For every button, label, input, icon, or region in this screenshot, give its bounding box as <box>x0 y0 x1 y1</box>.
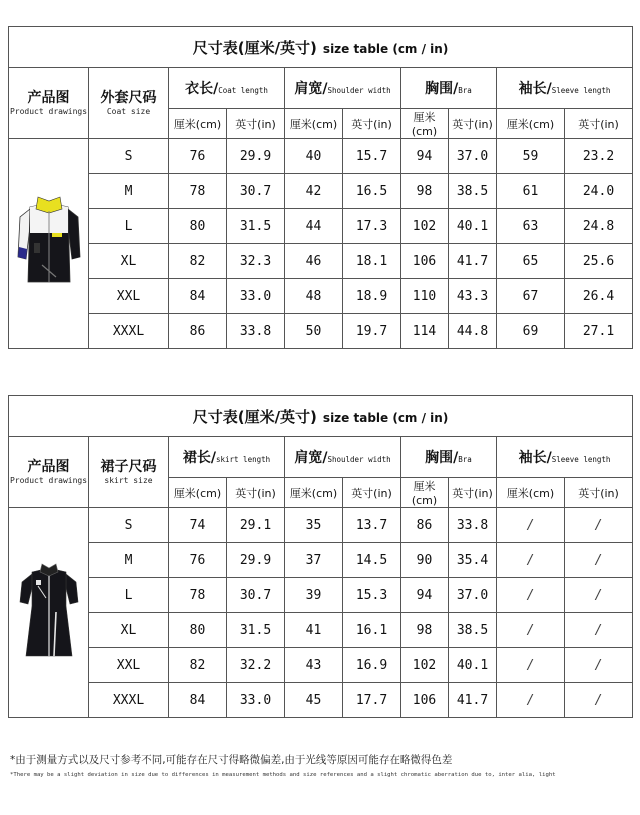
footnote-chinese: *由于测量方式以及尺寸参考不同,可能存在尺寸得略微偏差,由于光线等原因可能存在略微得色差 <box>10 754 453 766</box>
sleeve-length-header <box>497 68 633 109</box>
bust-header <box>401 437 497 478</box>
table-cell: 48 <box>285 279 343 314</box>
table-cell: 15.7 <box>343 139 401 174</box>
coat-size-table <box>8 26 633 349</box>
table-cell: Shoulder width <box>327 455 391 464</box>
table-cell: 98 <box>401 613 449 648</box>
table-cell: 24.8 <box>565 209 633 244</box>
table-cell: 38.5 <box>449 613 497 648</box>
table-cell: 106 <box>401 244 449 279</box>
skirt-product-image <box>9 508 89 718</box>
table-cell: 37.0 <box>449 578 497 613</box>
table-cell: 46 <box>285 244 343 279</box>
table-cell: 94 <box>401 139 449 174</box>
table-cell: 63 <box>497 209 565 244</box>
table-cell: 69 <box>497 314 565 349</box>
table-cell: 裙长/ <box>182 450 216 466</box>
table-cell: 31.5 <box>227 613 285 648</box>
table-cell: 84 <box>169 683 227 718</box>
table-cell: XXL <box>89 279 169 314</box>
table-row <box>9 508 633 543</box>
table-cell: 袖长/ <box>518 450 552 466</box>
table-cell: 16.9 <box>343 648 401 683</box>
table-row <box>9 613 633 648</box>
table-cell: / <box>565 648 633 683</box>
table-row <box>9 279 633 314</box>
skirt-size-table <box>8 395 633 718</box>
table-row <box>9 139 633 174</box>
table-cell: XL <box>89 613 169 648</box>
table-cell: 27.1 <box>565 314 633 349</box>
table-cell: Coat length <box>218 86 268 95</box>
table-row <box>9 683 633 718</box>
table-cell: 衣长/ <box>185 81 219 97</box>
table-cell: 78 <box>169 578 227 613</box>
table-cell: L <box>89 578 169 613</box>
table-cell: 30.7 <box>227 174 285 209</box>
table-cell: 61 <box>497 174 565 209</box>
jacket-illustration <box>16 187 82 297</box>
table-cell: 44.8 <box>449 314 497 349</box>
table-cell: 44 <box>285 209 343 244</box>
table-cell: 33.0 <box>227 683 285 718</box>
table-cell: / <box>497 578 565 613</box>
table-cell: / <box>565 578 633 613</box>
table-cell: / <box>565 683 633 718</box>
product-header <box>9 68 89 139</box>
table-cell: 76 <box>169 543 227 578</box>
table-cell: 80 <box>169 209 227 244</box>
table-cell: 40.1 <box>449 209 497 244</box>
table-row <box>9 174 633 209</box>
table-cell: 32.3 <box>227 244 285 279</box>
unit-cm: 厘米(cm) <box>497 478 565 508</box>
table-cell: 76 <box>169 139 227 174</box>
table-cell: Coat size <box>106 106 151 116</box>
table-cell: 胸围/ <box>425 81 459 97</box>
coat-product-image <box>9 139 89 349</box>
unit-cm: 厘米(cm) <box>169 109 227 139</box>
unit-cm: 厘米(cm) <box>401 109 449 139</box>
unit-in: 英寸(in) <box>343 109 401 139</box>
table-cell: 31.5 <box>227 209 285 244</box>
table-cell: 41.7 <box>449 244 497 279</box>
unit-cm: 厘米(cm) <box>401 478 449 508</box>
table-cell: S <box>89 508 169 543</box>
table-cell: 78 <box>169 174 227 209</box>
bust-header <box>401 68 497 109</box>
unit-in: 英寸(in) <box>449 478 497 508</box>
unit-in: 英寸(in) <box>343 478 401 508</box>
table-cell: 102 <box>401 648 449 683</box>
table-cell: 袖长/ <box>518 81 552 97</box>
table-cell: Bra <box>458 86 472 95</box>
table-cell: 15.3 <box>343 578 401 613</box>
table-cell: 24.0 <box>565 174 633 209</box>
table-cell: Product drawings <box>9 475 88 485</box>
table-cell: 23.2 <box>565 139 633 174</box>
table-cell: 19.7 <box>343 314 401 349</box>
unit-cm: 厘米(cm) <box>497 109 565 139</box>
table-cell: 裙子尺码 <box>100 458 157 475</box>
table-cell: XXXL <box>89 314 169 349</box>
table-cell: 35 <box>285 508 343 543</box>
table-cell: 胸围/ <box>425 450 459 466</box>
table-cell: 尺寸表(厘米/英寸) <box>192 407 317 426</box>
coat-length-header <box>169 68 285 109</box>
unit-in: 英寸(in) <box>227 478 285 508</box>
table-cell: M <box>89 174 169 209</box>
table-cell: 38.5 <box>449 174 497 209</box>
table-cell: 74 <box>169 508 227 543</box>
table-row <box>9 209 633 244</box>
table-cell: 80 <box>169 613 227 648</box>
table-cell: 35.4 <box>449 543 497 578</box>
product-header <box>9 437 89 508</box>
table-cell: XXL <box>89 648 169 683</box>
table-cell: 37.0 <box>449 139 497 174</box>
table-cell: 41.7 <box>449 683 497 718</box>
table-cell: 82 <box>169 648 227 683</box>
table-cell: 42 <box>285 174 343 209</box>
table-cell: 90 <box>401 543 449 578</box>
table-cell: Sleeve length <box>551 455 611 464</box>
table-cell: 50 <box>285 314 343 349</box>
table-cell: S <box>89 139 169 174</box>
table-cell: Sleeve length <box>551 86 611 95</box>
table-cell: 94 <box>401 578 449 613</box>
table-cell: / <box>565 543 633 578</box>
table-row <box>9 244 633 279</box>
unit-in: 英寸(in) <box>565 478 633 508</box>
table-cell: 114 <box>401 314 449 349</box>
table-cell: 14.5 <box>343 543 401 578</box>
table-cell: / <box>497 508 565 543</box>
table-cell: 45 <box>285 683 343 718</box>
table-cell: skirt size <box>104 475 153 485</box>
table-cell: 肩宽/ <box>294 450 328 466</box>
table-cell: 59 <box>497 139 565 174</box>
table-cell: 110 <box>401 279 449 314</box>
table-cell: 37 <box>285 543 343 578</box>
table-cell: 16.5 <box>343 174 401 209</box>
unit-cm: 厘米(cm) <box>285 478 343 508</box>
unit-in: 英寸(in) <box>565 109 633 139</box>
table-cell: / <box>497 683 565 718</box>
table-cell: 17.7 <box>343 683 401 718</box>
table-cell: 29.1 <box>227 508 285 543</box>
table-cell: 82 <box>169 244 227 279</box>
shoulder-width-header <box>285 68 401 109</box>
table-cell: 86 <box>401 508 449 543</box>
table-cell: L <box>89 209 169 244</box>
table-row <box>9 314 633 349</box>
table-row <box>9 578 633 613</box>
table-cell: 16.1 <box>343 613 401 648</box>
table-title <box>9 27 633 68</box>
table-row <box>9 648 633 683</box>
table-cell: 39 <box>285 578 343 613</box>
footnote-english: *There may be a slight deviation in size due to differences in measurement methods and size references and a slight chromatic aberration due to, inter alia, light <box>10 772 556 778</box>
table-cell: / <box>565 508 633 543</box>
table-cell: 18.1 <box>343 244 401 279</box>
table-cell: / <box>497 543 565 578</box>
table-cell: 外套尺码 <box>100 89 157 106</box>
table-cell: 84 <box>169 279 227 314</box>
table-cell: 33.8 <box>449 508 497 543</box>
table-cell: 产品图 <box>27 458 70 475</box>
table-cell: 40.1 <box>449 648 497 683</box>
table-cell: 17.3 <box>343 209 401 244</box>
table-cell: 29.9 <box>227 139 285 174</box>
skirt-length-header <box>169 437 285 478</box>
table-row <box>9 543 633 578</box>
dress-illustration <box>16 556 82 666</box>
table-cell: size table (cm / in) <box>322 410 449 425</box>
table-cell: 98 <box>401 174 449 209</box>
table-cell: 43.3 <box>449 279 497 314</box>
table-cell: size table (cm / in) <box>322 41 449 56</box>
table-cell: XL <box>89 244 169 279</box>
table-cell: 29.9 <box>227 543 285 578</box>
table-cell: 86 <box>169 314 227 349</box>
size-header <box>89 437 169 508</box>
table-cell: XXXL <box>89 683 169 718</box>
unit-cm: 厘米(cm) <box>285 109 343 139</box>
table-cell: 肩宽/ <box>294 81 328 97</box>
table-cell: 26.4 <box>565 279 633 314</box>
table-cell: 102 <box>401 209 449 244</box>
unit-cm: 厘米(cm) <box>169 478 227 508</box>
table-cell: 65 <box>497 244 565 279</box>
table-cell: 43 <box>285 648 343 683</box>
table-cell: 40 <box>285 139 343 174</box>
unit-in: 英寸(in) <box>449 109 497 139</box>
sleeve-length-header <box>497 437 633 478</box>
table-cell: 30.7 <box>227 578 285 613</box>
table-cell: / <box>497 648 565 683</box>
table-cell: / <box>565 613 633 648</box>
table-cell: 尺寸表(厘米/英寸) <box>192 38 317 57</box>
table-cell: 产品图 <box>27 89 70 106</box>
table-cell: 33.0 <box>227 279 285 314</box>
table-cell: 13.7 <box>343 508 401 543</box>
table-cell: skirt length <box>215 455 271 464</box>
table-cell: 106 <box>401 683 449 718</box>
table-cell: 18.9 <box>343 279 401 314</box>
unit-in: 英寸(in) <box>227 109 285 139</box>
table-cell: 67 <box>497 279 565 314</box>
table-cell: 32.2 <box>227 648 285 683</box>
shoulder-width-header <box>285 437 401 478</box>
table-title <box>9 396 633 437</box>
table-cell: 41 <box>285 613 343 648</box>
table-cell: 25.6 <box>565 244 633 279</box>
table-cell: 33.8 <box>227 314 285 349</box>
table-cell: Shoulder width <box>327 86 391 95</box>
table-cell: M <box>89 543 169 578</box>
table-cell: Bra <box>458 455 472 464</box>
size-header <box>89 68 169 139</box>
table-cell: / <box>497 613 565 648</box>
table-cell: Product drawings <box>9 106 88 116</box>
